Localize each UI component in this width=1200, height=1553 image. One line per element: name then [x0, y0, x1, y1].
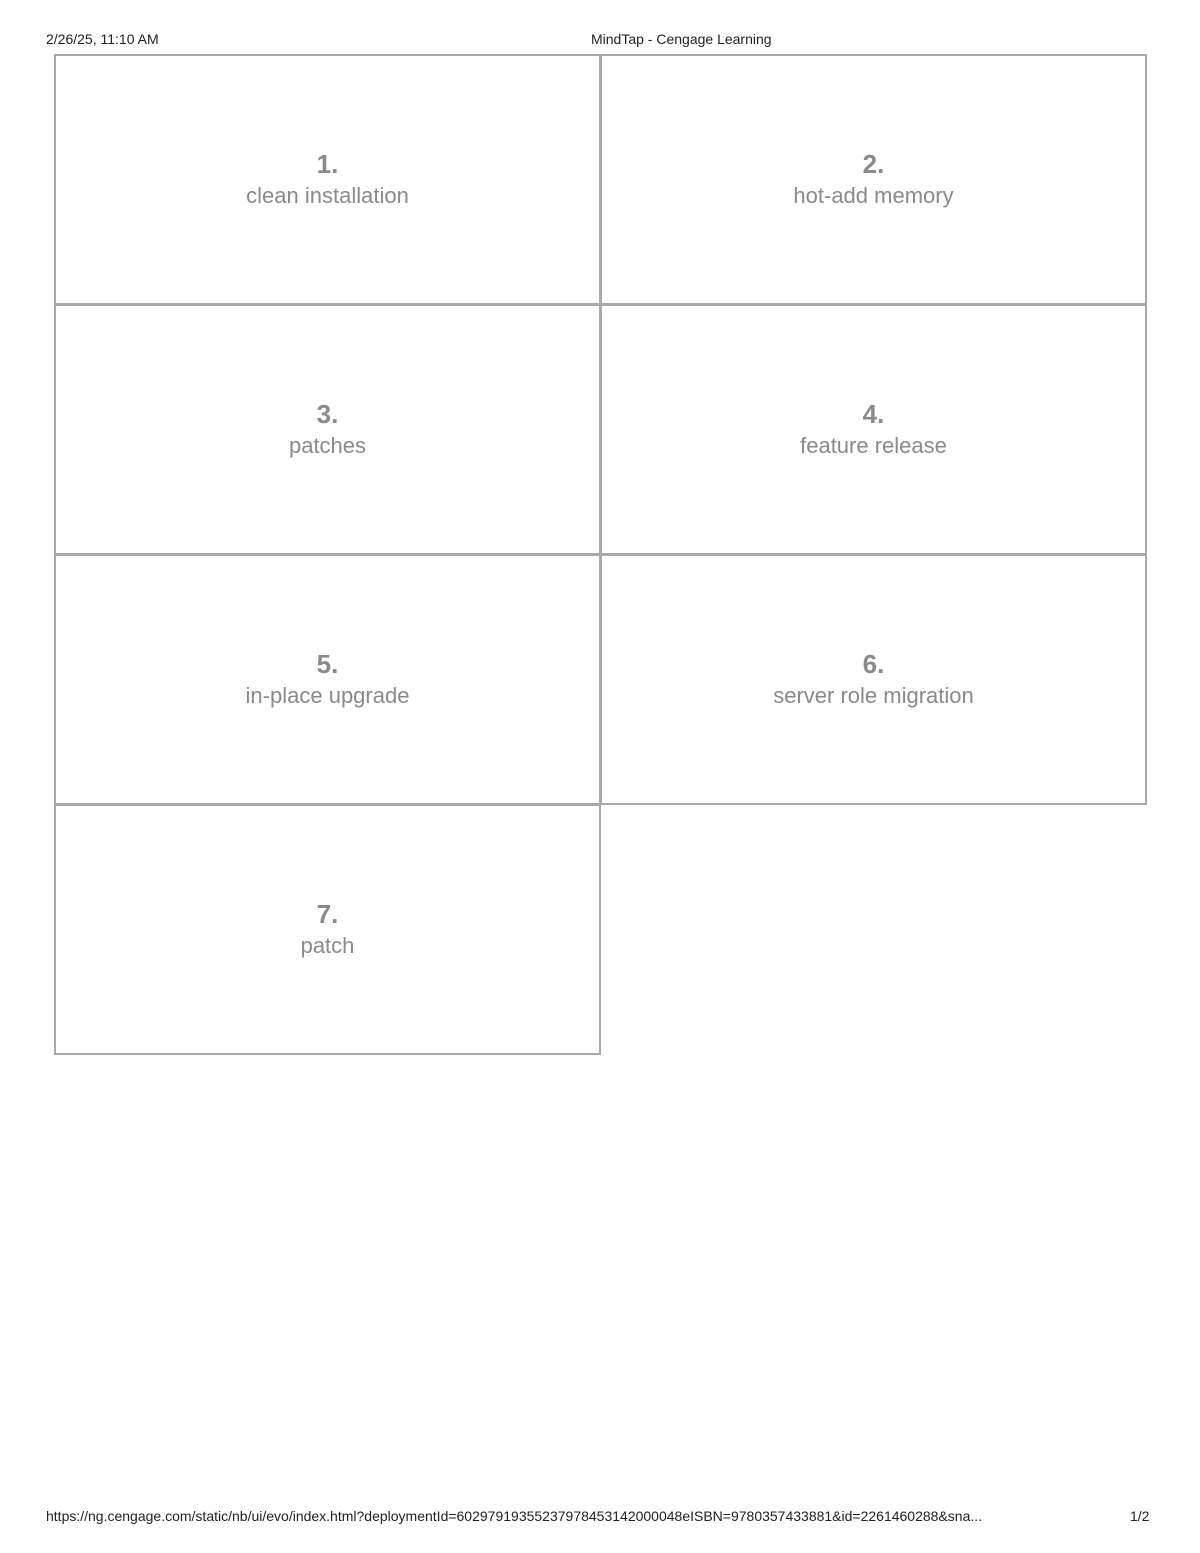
print-url: https://ng.cengage.com/static/nb/ui/evo/index.html?deploymentId=60297919355237978453142000048eISBN=9780357433881&id=2261460288&sna... [46, 1508, 983, 1524]
flashcard[interactable] [54, 804, 601, 1055]
flashcard-number: 6. [862, 648, 885, 679]
flashcard-term: feature release [800, 432, 947, 458]
flashcard[interactable] [600, 554, 1147, 805]
flashcard-term: clean installation [246, 182, 409, 208]
print-datetime: 2/26/25, 11:10 AM [46, 31, 159, 47]
flashcard-number: 4. [862, 398, 885, 429]
flashcard-number: 7. [316, 898, 339, 929]
flashcard[interactable] [54, 304, 601, 555]
flashcard-grid [55, 55, 1147, 1055]
flashcard-number: 3. [316, 398, 339, 429]
flashcard-term: in-place upgrade [245, 682, 410, 708]
flashcard-number: 5. [316, 648, 339, 679]
flashcard-term: patch [300, 932, 355, 958]
flashcard[interactable] [600, 54, 1147, 305]
print-page-title: MindTap - Cengage Learning [591, 31, 772, 47]
flashcard-term: patches [288, 432, 367, 458]
flashcard-number: 1. [316, 148, 339, 179]
flashcard[interactable] [600, 304, 1147, 555]
flashcard[interactable] [54, 554, 601, 805]
flashcard-term: server role migration [773, 682, 974, 708]
print-page-number: 1/2 [1130, 1508, 1150, 1524]
flashcard[interactable] [54, 54, 601, 305]
flashcard-term: hot-add memory [793, 182, 954, 208]
flashcard-number: 2. [862, 148, 885, 179]
